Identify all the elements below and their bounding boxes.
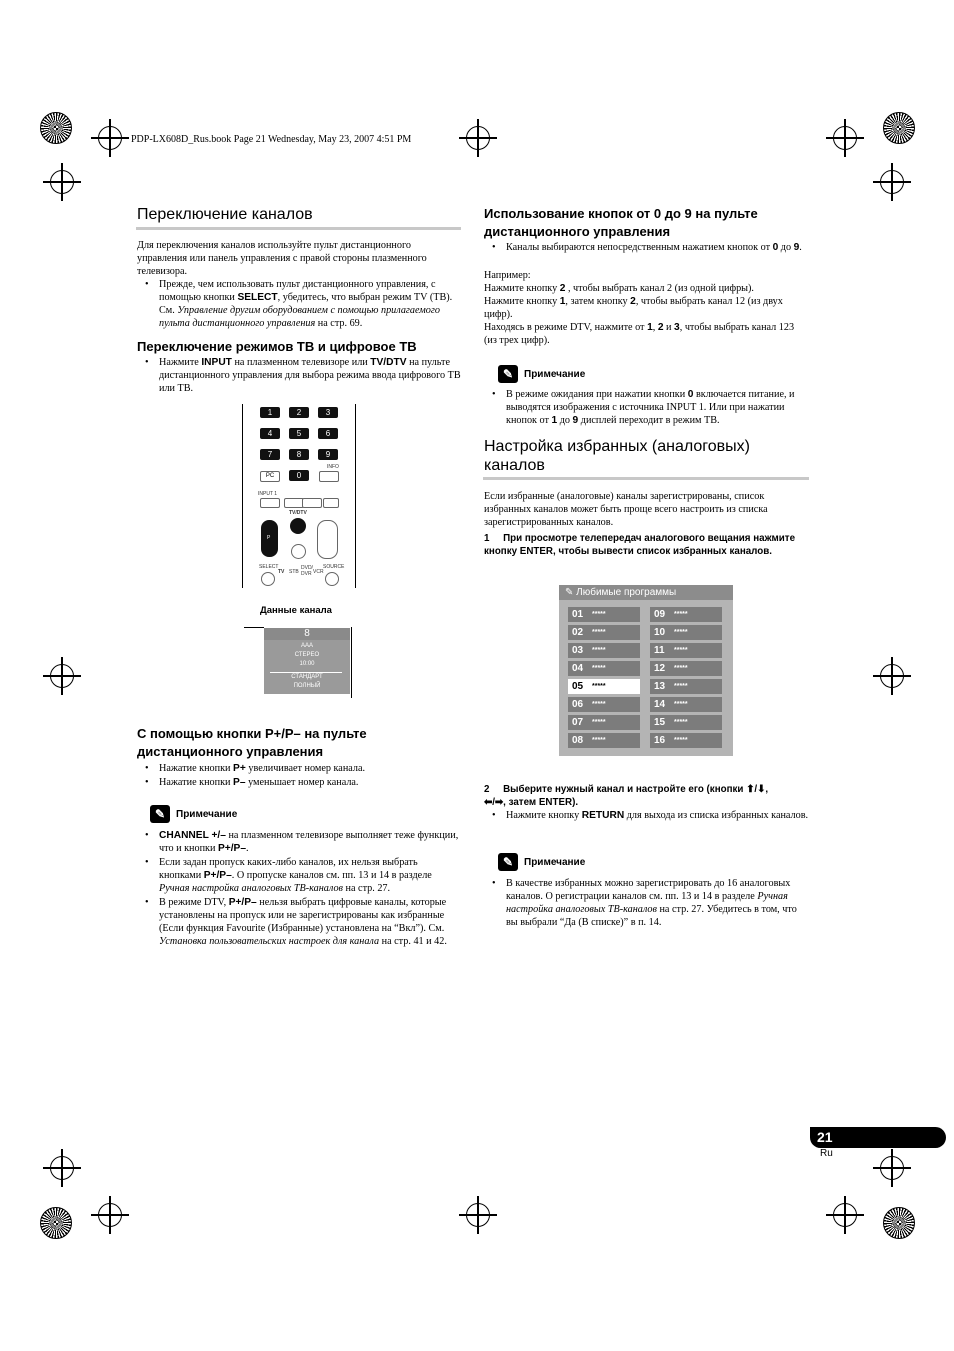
channel-caption: Данные канала (260, 605, 332, 616)
remote-control-illustration (242, 404, 356, 588)
note-header-right-2 (498, 853, 585, 871)
crosshair-mark (98, 1203, 122, 1227)
favourite-channel-item[interactable] (650, 697, 722, 712)
note-label: Примечание (176, 808, 238, 820)
favourite-channel-number: 10 (654, 627, 666, 638)
favourite-channel-name: ***** (674, 647, 688, 654)
note-header-right-1 (498, 365, 585, 383)
favourite-channel-name: ***** (674, 701, 688, 708)
favourites-title-bar (559, 585, 733, 600)
list-item: • CHANNEL +/– на плазменном телевизоре выполняет теже функции, что и кнопки P+/P–. (137, 829, 462, 855)
favourite-channel-name: ***** (592, 629, 606, 636)
remote-key-7: 7 (260, 449, 280, 460)
page-language: Ru (820, 1148, 833, 1159)
crosshair-mark (50, 170, 74, 194)
list-item: • Если задан пропуск каких-либо каналов, их нельзя выбрать кнопками P+/P–. О пропуске каналов см. пп. 13 и 14 в разделе Ручная настройка аналоговых ТВ-каналов на стр. 27. (137, 856, 462, 895)
remote-key-mute (291, 544, 306, 559)
remote-key-info (319, 471, 339, 482)
favourite-channel-number: 16 (654, 735, 666, 746)
channel-name: AAA (300, 643, 313, 649)
example-line: Нажмите кнопку 1, затем кнопку 2, чтобы выбрать канал 12 (из двух цифр). (484, 296, 783, 320)
intro-paragraph: Для переключения каналов используйте пульт дистанционного управления или панель управления с правой стороны плазменного телевизора. (137, 240, 427, 277)
registration-dial-bottom-left (40, 1207, 72, 1239)
crosshair-mark (50, 664, 74, 688)
example-line: Нажмите кнопку 2 , чтобы выбрать канал 2 (из одной цифры). (484, 283, 754, 294)
favourite-channel-number: 13 (654, 681, 666, 692)
favourite-channel-number: 03 (572, 645, 584, 656)
remote-key-3: 3 (318, 407, 338, 418)
list-item: • Нажмите кнопку RETURN для выхода из списка избранных каналов. (484, 809, 809, 822)
favourite-channel-number: 02 (572, 627, 584, 638)
crosshair-mark (98, 126, 122, 150)
favourite-channel-number: 09 (654, 609, 666, 620)
list-item: • В качестве избранных можно зарегистрировать до 16 аналоговых каналов. О регистрации каналов см. пп. 13 и 14 в разделе Ручная настройка аналоговых ТВ-каналов на стр. 27. Убедитесь в том, что вы выбрали “Да (В списке)” в п. 14. (484, 877, 809, 929)
page-number-tab (810, 1127, 946, 1148)
remote-label-tv: TV (278, 569, 285, 575)
list-item: • Нажатие кнопки P– уменьшает номер канала. (137, 776, 462, 789)
crosshair-mark (466, 1203, 490, 1227)
channel-info-display (244, 627, 352, 698)
favourite-channel-item[interactable] (568, 733, 640, 748)
channel-display-frame-top (244, 627, 264, 628)
remote-label-tvdtv: TV/DTV (289, 510, 307, 516)
print-header: PDP-LX608D_Rus.book Page 21 Wednesday, May 23, 2007 4:51 PM (131, 134, 412, 145)
remote-key-pc: PC (260, 471, 280, 482)
step-2-bullets (484, 809, 809, 823)
pencil-icon: ✎ (150, 805, 170, 823)
remote-key-2: 2 (289, 407, 309, 418)
subsection-title-p-buttons: С помощью кнопки P+/P– на пульте дистанционного управления (137, 726, 367, 759)
note-label: Примечание (524, 368, 586, 380)
favourite-channel-item[interactable] (650, 607, 722, 622)
favourite-channel-item[interactable] (568, 661, 640, 676)
remote-key-9: 9 (318, 449, 338, 460)
crosshair-mark (833, 1203, 857, 1227)
list-item: • Нажмите INPUT на плазменном телевизоре или TV/DTV на пульте дистанционного управления для выбора режима ввода цифрового ТВ или ТВ. (137, 356, 462, 395)
channel-audio: СТЕРЕО (294, 652, 320, 658)
crosshair-mark (880, 170, 904, 194)
digit-keys-bullets (484, 241, 809, 255)
left-right-arrows-icon: ⬅/➡ (484, 797, 504, 808)
favourite-channel-name: ***** (592, 665, 606, 672)
favourite-channel-item[interactable] (650, 715, 722, 730)
favourite-channel-item[interactable] (568, 643, 640, 658)
list-item: • В режиме DTV, P+/P– нельзя выбрать цифровые каналы, которые установлены на пропуск или не зарегистрированы как избранные (Если функция Favourite (Избранные) установлена на “Вкл”). См. Установка пользовательских настроек для канала на стр. 41 и 42. (137, 896, 462, 948)
list-item: • Нажатие кнопки P+ увеличивает номер канала. (137, 762, 462, 775)
channel-display-frame-right (351, 627, 352, 698)
registration-dial-top-right (883, 112, 915, 144)
channel-picture-mode: СТАНДАРТ (291, 674, 323, 680)
note-header-left (150, 805, 237, 823)
crosshair-mark (466, 126, 490, 150)
favourite-channel-number: 11 (654, 645, 665, 656)
favourite-channel-number: 01 (572, 609, 584, 620)
favourite-channel-name: ***** (674, 683, 688, 690)
title-rule (136, 227, 461, 230)
step-2: 2 Выберите нужный канал и настройте его (кнопки ⬆/⬇, ⬅/➡, затем ENTER). (484, 784, 769, 808)
favourite-channel-name: ***** (674, 611, 688, 618)
favourite-channel-name: ***** (592, 611, 606, 618)
remote-label-p: P (267, 535, 271, 541)
step-number: 1 (484, 533, 490, 544)
list-item: • Каналы выбираются непосредственным нажатием кнопок от 0 до 9. (484, 241, 809, 254)
favourite-channel-item[interactable] (650, 733, 722, 748)
remote-key-screen (302, 498, 322, 508)
channel-number: 8 (264, 628, 350, 640)
favourite-channel-name: ***** (592, 683, 606, 690)
channel-display-divider (270, 672, 342, 673)
remote-key-1: 1 (260, 407, 280, 418)
example-block (484, 269, 809, 347)
favourite-channel-number: 15 (654, 717, 666, 728)
favourite-channel-item[interactable] (568, 679, 640, 694)
registration-dial-bottom-right (883, 1207, 915, 1239)
remote-key-5: 5 (289, 428, 309, 439)
favourite-channel-item[interactable] (650, 643, 722, 658)
p-buttons-bullets (137, 762, 462, 790)
step-1 (484, 532, 809, 558)
favourite-channel-name: ***** (674, 719, 688, 726)
remote-key-tvdtv (290, 518, 306, 534)
favourite-channel-name: ***** (592, 737, 606, 744)
remote-key-4: 4 (260, 428, 280, 439)
remote-key-half (284, 498, 304, 508)
example-line: Находясь в режиме DTV, нажмите от 1, 2 и 3, чтобы выбрать канал 123 (из трех цифр). (484, 322, 795, 346)
crosshair-mark (880, 664, 904, 688)
favourite-channel-name: ***** (592, 647, 606, 654)
remote-label-stb: STB (289, 569, 299, 575)
remote-key-8: 8 (289, 449, 309, 460)
favourite-channel-number: 05 (572, 681, 584, 692)
favourite-channel-number: 07 (572, 717, 584, 728)
remote-label-info: INFO (327, 464, 339, 470)
remote-key-input (260, 498, 280, 508)
favourite-channel-name: ***** (674, 665, 688, 672)
intro-bullets (137, 278, 462, 331)
crosshair-mark (50, 1156, 74, 1180)
favourites-title: Любимые программы (576, 587, 677, 598)
list-item: • В режиме ожидания при нажатии кнопки 0 включается питание, и выводятся изображения с источника INPUT 1. Или при нажатии кнопок от 1 до 9 дисплей переходит в режим ТВ. (484, 388, 809, 427)
favourite-channel-name: ***** (674, 629, 688, 636)
favourite-channel-item[interactable] (568, 715, 640, 730)
favourite-channel-name: ***** (674, 737, 688, 744)
step-text: При просмотре телепередач аналогового вещания нажмите кнопку ENTER, чтобы вывести список избранных каналов. (484, 533, 796, 557)
example-label: Например: (484, 270, 531, 281)
remote-key-select (261, 572, 275, 586)
pencil-icon: ✎ (498, 365, 518, 383)
registration-dial-top-left (40, 112, 72, 144)
favourites-list-screen (559, 585, 733, 756)
pencil-icon: ✎ (565, 587, 574, 598)
pencil-icon: ✎ (498, 853, 518, 871)
note-bullets-right-1 (484, 388, 809, 428)
note-bullets-left (137, 829, 462, 949)
crosshair-mark (833, 126, 857, 150)
subsection-title-tv-dtv: Переключение режимов ТВ и цифровое ТВ (137, 339, 417, 354)
note-label: Примечание (524, 856, 586, 868)
remote-key-aux (323, 498, 339, 508)
remote-label-select: SELECT (259, 564, 279, 570)
favourite-channel-number: 08 (572, 735, 584, 746)
channel-time: 10:00 (299, 661, 315, 667)
subsection-title-digit-keys: Использование кнопок от 0 до 9 на пульте дистанционного управления (484, 206, 758, 239)
remote-key-6: 6 (318, 428, 338, 439)
remote-label-vcr: VCR (313, 569, 324, 575)
remote-label-input: INPUT 1 (258, 491, 278, 497)
favourite-channel-number: 14 (654, 699, 666, 710)
crosshair-mark (880, 1156, 904, 1180)
favourite-channel-item[interactable] (650, 679, 722, 694)
favourite-channel-item[interactable] (568, 697, 640, 712)
favourite-channel-item[interactable] (650, 661, 722, 676)
remote-key-0: 0 (289, 470, 309, 481)
channel-screen-size: ПОЛНЫЙ (293, 683, 321, 689)
remote-key-volume-rocker (317, 520, 338, 559)
favourite-channel-item[interactable] (568, 607, 640, 622)
title-rule (483, 477, 809, 480)
remote-label-source: SOURCE (323, 564, 345, 570)
section-title-channel-switch: Переключение каналов (137, 206, 313, 223)
favourite-channel-name: ***** (592, 719, 606, 726)
tv-dtv-bullets (137, 356, 462, 396)
favourites-intro: Если избранные (аналоговые) каналы зарегистрированы, список избранных каналов может быть проще всего настроить из списка зарегистрированных каналов. (484, 491, 768, 528)
favourite-channel-number: 12 (654, 663, 666, 674)
favourite-channel-number: 04 (572, 663, 584, 674)
step-number: 2 (484, 784, 490, 795)
favourite-channel-name: ***** (592, 701, 606, 708)
up-down-arrows-icon: ⬆/⬇ (746, 784, 766, 795)
note-bullets-right-2 (484, 877, 809, 930)
list-item: • Прежде, чем использовать пульт дистанционного управления, с помощью кнопки SELECT, убедитесь, что выбран режим TV (ТВ). См. Управление другим оборудованием с помощью прилагаемого пульта дистанционного управления на стр. 69. (137, 278, 462, 330)
favourite-channel-item[interactable] (568, 625, 640, 640)
section-title-favourites: Настройка избранных (аналоговых) каналов (484, 438, 750, 474)
favourite-channel-number: 06 (572, 699, 584, 710)
remote-label-dvd: DVD/ DVR (301, 565, 313, 577)
favourite-channel-item[interactable] (650, 625, 722, 640)
page-number: 21 (817, 1129, 833, 1145)
remote-key-power (325, 572, 339, 586)
